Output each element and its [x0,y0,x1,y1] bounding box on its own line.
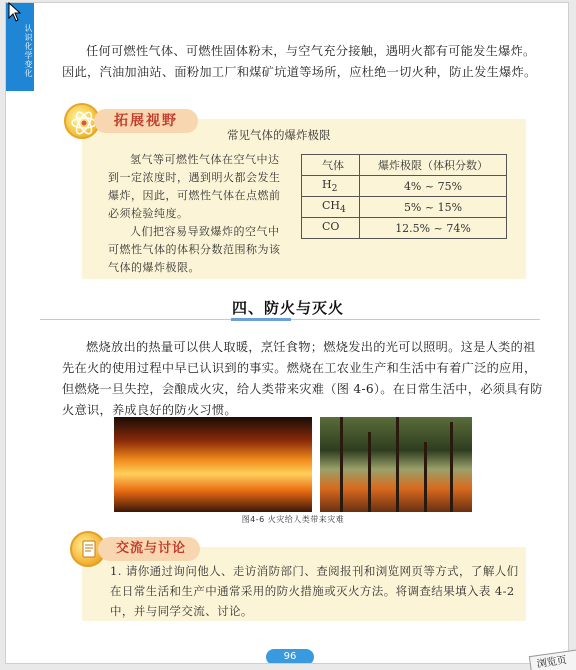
table-header-gas: 气体 [302,155,360,176]
table-cell-range: 5% ~ 15% [360,197,507,218]
extension-text-1: 氢气等可燃性气体在空气中达到一定浓度时，遇到明火都会发生爆炸，因此，可燃性气体在点燃前必须检验纯度。 [108,153,281,220]
table-row [302,176,507,197]
paragraph-fire-use: 燃烧放出的热量可以供人取暖，烹饪食物；燃烧发出的光可以照明。这是人类的祖先在火的使用过程中早已认识到的事实。燃烧在工农业生产和生活中有着广泛的应用，但燃烧一旦失控，会酿成火灾，给人类带来灾难（图 4-6）。在日常生活中，必须具有防火意识，养成良好的防火习惯。 [62,340,543,417]
mouse-cursor-icon [8,2,22,22]
explosion-limit-table [301,154,507,239]
tree-trunk [424,442,427,512]
table-header-row [302,155,507,176]
extension-text-2: 人们把容易导致爆炸的空气中可燃性气体的体积分数范围称为该气体的爆炸极限。 [108,225,281,274]
fire-building-photo [114,417,312,512]
table-row [302,218,507,239]
discussion-badge [70,531,200,563]
page-number: 96 [266,649,314,664]
explosion-limit-title: 常见气体的爆炸极限 [227,128,331,142]
tree-trunk [396,417,399,512]
table-cell-range: 12.5% ~ 74% [360,218,507,239]
discussion-text: 1. 请你通过询问他人、走访消防部门、查阅报刊和浏览网页等方式，了解人们在日常生活和生产中通常采用的防火措施或灭火方法。将调查结果填入表 4-2 中，并与同学交流、讨论。 [110,564,519,618]
textbook-page [5,2,569,664]
discussion-badge-label: 交流与讨论 [98,537,200,561]
table-cell-gas: $H_2$ [302,176,360,197]
paragraph-explosion: 任何可燃性气体、可燃性固体粉末，与空气充分接触，遇明火都有可能发生爆炸。因此，汽油加油站、面粉加工厂和煤矿坑道等场所，应杜绝一切火种，防止发生爆炸。 [62,44,537,79]
table-cell-range: 4% ~ 75% [360,176,507,197]
extension-badge [64,103,202,135]
extension-text [108,151,290,277]
tree-trunk [368,432,371,512]
chapter-side-tab-label: 认识化学变化 [24,24,33,78]
table-header-limit: 爆炸极限（体积分数） [360,155,507,176]
section-title: 四、防火与灭火 [231,299,344,317]
section-divider-accent [231,318,291,321]
forest-fire-photo [320,417,472,512]
table-cell-gas: CO [302,218,360,239]
extension-badge-label: 拓展视野 [94,109,198,133]
table-cell-gas: $CH_4$ [302,197,360,218]
tree-trunk [450,422,453,512]
browse-page-button[interactable]: 浏览页 [529,648,576,670]
figure-caption: 图4-6 火灾给人类带来灾难 [241,515,345,524]
tree-trunk [340,417,343,512]
table-row [302,197,507,218]
